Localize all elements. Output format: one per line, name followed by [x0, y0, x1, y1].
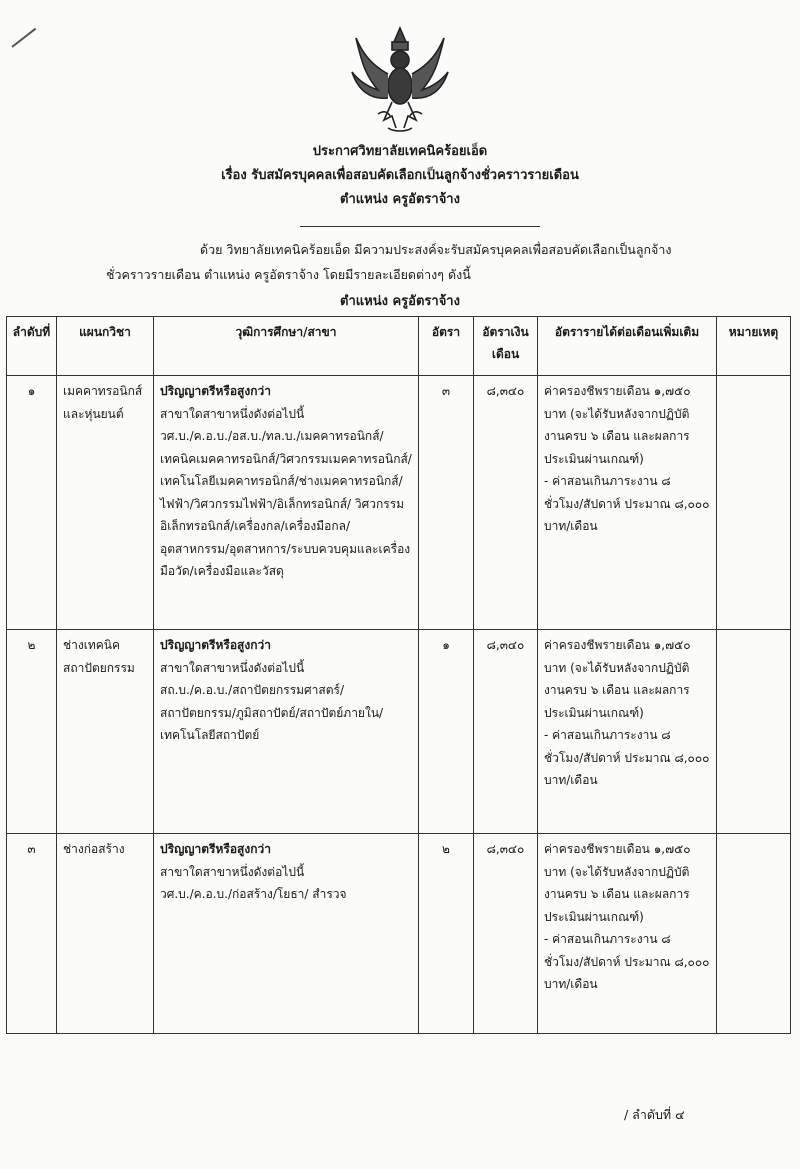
cell-salary: ๘,๓๔๐	[474, 630, 538, 834]
major-list: สาขาใดสาขาหนึ่งดังต่อไปนี้ วศ.บ./ค.อ.บ./ก่อสร้าง/โยธา/ สำรวจ	[160, 864, 347, 901]
table-header-row	[7, 317, 791, 376]
header-no: ลำดับที่	[7, 317, 57, 376]
cell-count: ๒	[419, 834, 474, 1034]
section-title: ตำแหน่ง ครูอัตราจ้าง	[340, 294, 460, 309]
cell-extra-income: ค่าครองชีพรายเดือน ๑,๗๕๐ บาท (จะได้รับหลังจากปฏิบัติงานครบ ๖ เดือน และผลการประเมินผ่านเกณฑ์) - ค่าสอนเกินภาระงาน ๘ ชั่วโมง/สัปดาห์ ประมาณ ๘,๐๐๐ บาท/เดือน	[538, 834, 717, 1034]
table-row	[7, 376, 791, 630]
major-list: สาขาใดสาขาหนึ่งดังต่อไปนี้ สถ.บ./ค.อ.บ./สถาปัตยกรรมศาสตร์/สถาปัตยกรรม/ภูมิสถาปัตย์/สถาปัตย์ภายใน/เทคโนโลยีสถาปัตย์	[160, 660, 384, 742]
degree-level: ปริญญาตรีหรือสูงกว่า	[160, 638, 271, 652]
cell-department: เมคคาทรอนิกส์และหุ่นยนต์	[57, 376, 154, 630]
cell-extra-income: ค่าครองชีพรายเดือน ๑,๗๕๐ บาท (จะได้รับหลังจากปฏิบัติงานครบ ๖ เดือน และผลการประเมินผ่านเกณฑ์) - ค่าสอนเกินภาระงาน ๘ ชั่วโมง/สัปดาห์ ประมาณ ๘,๐๐๐ บาท/เดือน	[538, 376, 717, 630]
degree-level: ปริญญาตรีหรือสูงกว่า	[160, 384, 271, 398]
cell-department: ช่างก่อสร้าง	[57, 834, 154, 1034]
degree-level: ปริญญาตรีหรือสูงกว่า	[160, 842, 271, 856]
cell-salary: ๘,๓๔๐	[474, 834, 538, 1034]
cell-no: ๓	[7, 834, 57, 1034]
positions-table	[6, 316, 791, 1034]
header-note: หมายเหตุ	[717, 317, 791, 376]
cell-note	[717, 630, 791, 834]
header-divider	[300, 226, 540, 227]
announcement-position: ตำแหน่ง ครูอัตราจ้าง	[340, 192, 460, 207]
cell-extra-income: ค่าครองชีพรายเดือน ๑,๗๕๐ บาท (จะได้รับหลังจากปฏิบัติงานครบ ๖ เดือน และผลการประเมินผ่านเกณฑ์) - ค่าสอนเกินภาระงาน ๘ ชั่วโมง/สัปดาห์ ประมาณ ๘,๐๐๐ บาท/เดือน	[538, 630, 717, 834]
cell-qualification	[154, 834, 419, 1034]
major-list: สาขาใดสาขาหนึ่งดังต่อไปนี้ วศ.บ./ค.อ.บ./อส.บ./ทล.บ./เมคคาทรอนิกส์/เทคนิคเมคคาทรอนิกส์/วิศวกรรมเมคคาทรอนิกส์/เทคโนโลยีเมคคาทรอนิกส์/ช่างเมคคาทรอนิกส์/ไฟฟ้า/วิศวกรรมไฟฟ้า/อิเล็กทรอนิกส์/ วิศวกรรมอิเล็กทรอนิกส์/เครื่องกล/เครื่องมือกล/อุตสาหกรรม/อุตสาหการ/ระบบควบคุมและเครื่องมือวัด/เครื่องมือและวัสดุ	[160, 406, 412, 578]
intro-paragraph-line-1: ด้วย วิทยาลัยเทคนิคร้อยเอ็ด มีความประสงค์จะรับสมัครบุคคลเพื่อสอบคัดเลือกเป็นลูกจ้าง	[200, 242, 672, 257]
garuda-emblem-icon	[348, 24, 452, 136]
header-count: อัตรา	[419, 317, 474, 376]
pen-stroke-mark	[11, 28, 36, 48]
header-department: แผนกวิชา	[57, 317, 154, 376]
header-extra-income: อัตรารายได้ต่อเดือนเพิ่มเติม	[538, 317, 717, 376]
cell-no: ๒	[7, 630, 57, 834]
page-continuation-note: / ลำดับที่ ๔	[624, 1107, 685, 1122]
announcement-title: ประกาศวิทยาลัยเทคนิคร้อยเอ็ด	[312, 144, 488, 159]
cell-count: ๓	[419, 376, 474, 630]
table-row	[7, 630, 791, 834]
cell-qualification	[154, 376, 419, 630]
cell-salary: ๘,๓๔๐	[474, 376, 538, 630]
table-row	[7, 834, 791, 1034]
header-salary: อัตราเงินเดือน	[474, 317, 538, 376]
cell-note	[717, 376, 791, 630]
cell-no: ๑	[7, 376, 57, 630]
cell-department: ช่างเทคนิคสถาปัตยกรรม	[57, 630, 154, 834]
intro-paragraph-line-2: ชั่วคราวรายเดือน ตำแหน่ง ครูอัตราจ้าง โดยมีรายละเอียดต่างๆ ดังนี้	[106, 267, 471, 282]
announcement-subject: เรื่อง รับสมัครบุคคลเพื่อสอบคัดเลือกเป็นลูกจ้างชั่วคราวรายเดือน	[221, 168, 579, 183]
cell-count: ๑	[419, 630, 474, 834]
header-qualification: วุฒิการศึกษา/สาขา	[154, 317, 419, 376]
cell-qualification	[154, 630, 419, 834]
cell-note	[717, 834, 791, 1034]
